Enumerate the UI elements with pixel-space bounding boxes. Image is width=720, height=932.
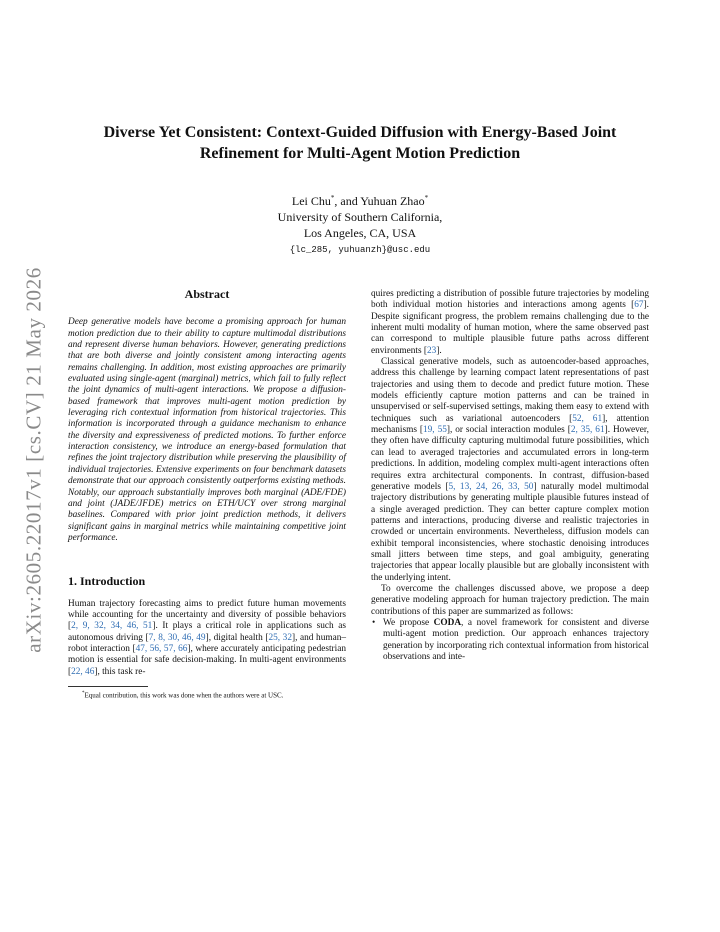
citation-link[interactable]: 19, 55 <box>423 425 447 436</box>
abstract-text: Deep generative models have become a promising approach for human motion prediction due to their ability to capture multimodal distributions and represent diverse human behaviors. However, generating predictions that are both diverse and jointly consistent among interacting agents remains challenging. In addition, most existing approaches are primarily evaluated using single-agent (marginal) metrics, which fail to fully reflect the joint dynamics of multi-agent interactions. We propose a diffusion-based framework that improves multi-agent motion prediction by leveraging rich contextual information from historical trajectories. This information is incorporated through a guidance mechanism to enhance the diversity and expressiveness of predicted motions. To further enforce interaction consistency, we introduce an energy-based formulation that refines the joint trajectory distribution while preserving the plausibility of individual trajectories. Extensive experiments on four benchmark datasets demonstrate that our approach consistently outperforms existing methods. Notably, our approach substantially improves both marginal (ADE/FDE) and joint (JADE/JFDE) metrics on ETH/UCY over strong marginal baselines. Compared with prior joint prediction methods, it delivers significant gains in marginal metrics while maintaining competitive joint performance. <box>68 317 346 543</box>
citation-link[interactable]: 67 <box>634 300 644 311</box>
author-2: Yuhuan Zhao <box>360 194 425 208</box>
footnote-text: Equal contribution, this work was done when the authors were at USC. <box>84 691 284 700</box>
citation-link[interactable]: 7, 8, 30, 46, 49 <box>148 632 206 643</box>
author-email: {lc_285, yuhuanzh}@usc.edu <box>289 245 431 255</box>
affiliation: University of Southern California, <box>277 210 443 224</box>
citation-link[interactable]: 2, 35, 61 <box>570 425 605 436</box>
title-line-2: Refinement for Multi-Agent Motion Prediction <box>199 145 521 162</box>
footnote-divider <box>68 686 148 687</box>
arxiv-stamp <box>0 0 60 932</box>
author-separator: , and <box>334 194 361 208</box>
location: Los Angeles, CA, USA <box>303 226 417 240</box>
citation-link[interactable]: 5, 13, 24, 26, 33, 50 <box>448 481 534 492</box>
equal-contribution-mark: * <box>424 194 429 202</box>
citation-link[interactable]: 52, 61 <box>572 413 603 424</box>
title-line-1: Diverse Yet Consistent: Context-Guided Diffusion with Energy-Based Joint <box>103 124 617 141</box>
intro-paragraph-1: Human trajectory forecasting aims to predict future human movements while accounting for the uncertainty and diversity of possible behaviors [2, 9, 32, 34, 46, 51]. It plays a critical role in applications such as autonomous driving [7, 8, 30, 46, 49], digital health [25, 32], and human–robot interaction [47, 56, 57, 66], where accurately anticipating pedestrian motion is essential for safe decision-making. In multi-agent environments [22, 46], this task re- <box>68 598 347 677</box>
author-1: Lei Chu <box>291 194 331 208</box>
footnote <box>68 689 346 700</box>
footnote-mark: * <box>82 690 85 696</box>
citation-link[interactable]: 25, 32 <box>268 632 292 643</box>
intro-paragraph-1-continued: quires predicting a distribution of possible future trajectories by modeling both individual motion histories and interactions among agents [67]. Despite significant progress, the problem remains challenging due to the inherent multi modality of human motion, where the same observed past can correspond to multiple plausible future paths across different environments [23]. <box>371 289 649 356</box>
abstract-heading: Abstract <box>184 287 230 301</box>
citation-link[interactable]: 2, 9, 32, 34, 46, 51 <box>71 621 153 632</box>
intro-paragraph-2: Classical generative models, such as autoencoder-based approaches, address this challenge by learning compact latent representations of past trajectories and using them to decode and predict future motion. These models efficiently capture motion patterns and can be trained in unsupervised or self-supervised settings, making them easy to extend with techniques such as variational autoencoders [52, 61], attention mechanisms [19, 55], or social interaction modules [2, 35, 61]. However, they often have difficulty capturing multimodal future possibilities, which can lead to averaged trajectories and accumulated errors in long-term predictions. In addition, modeling complex multi-agent interactions often requires extra architectural components. In contrast, diffusion-based generative models [5, 13, 24, 26, 33, 50] naturally model multimodal trajectory distributions by generating multiple plausible futures instead of a single averaged prediction. They can better capture complex motion patterns and interactions, producing diverse and realistic trajectories in crowded or uncertain environments. Nevertheless, diffusion models can exhibit temporal inconsistencies, where stochastic denoising introduces small jitters between time steps, and goal ambiguity, generating trajectories that appear locally plausible but are globally inconsistent with the underlying intent. <box>371 357 649 583</box>
author-names <box>70 190 650 209</box>
section-heading-introduction: 1. Introduction <box>68 574 146 589</box>
equal-contribution-mark: * <box>330 194 335 202</box>
citation-link[interactable]: 23 <box>427 345 437 356</box>
author-block <box>70 190 650 258</box>
citation-link[interactable]: 47, 56, 57, 66 <box>135 643 188 654</box>
contribution-bullet-1: • We propose CODA, a novel framework for consistent and diverse multi-agent motion prediction. Our approach enhances trajectory generation by incorporating rich contextual information from historical observations and inte- <box>372 617 649 662</box>
framework-name: CODA <box>433 617 462 628</box>
bullet-marker: • <box>372 617 376 628</box>
citation-link[interactable]: 22, 46 <box>71 666 95 677</box>
left-column <box>68 289 346 700</box>
paper-title <box>70 122 650 164</box>
intro-paragraph-3: To overcome the challenges discussed above, we propose a deep generative modeling approach for human trajectory prediction. The main contributions of this paper are summarized as follows: <box>371 583 649 617</box>
right-column <box>371 289 649 663</box>
arxiv-identifier: arXiv:2605.22017v1 [cs.CV] 21 May 2026 <box>21 267 46 653</box>
